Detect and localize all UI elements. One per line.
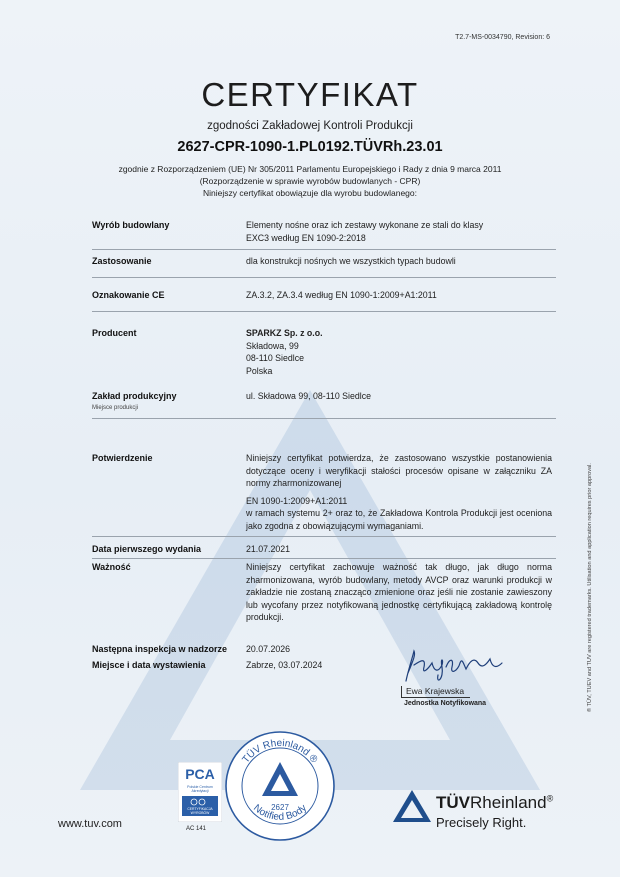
field-value: Zabrze, 03.07.2024 <box>246 660 323 670</box>
trademark-note: ® TÜV, TUEV and TUV are registered trademarks. Utilisation and application requires prior approval. <box>587 463 593 712</box>
divider <box>92 311 556 312</box>
signatory-name: Ewa Krajewska <box>401 686 470 698</box>
page-title: CERTYFIKAT <box>201 76 419 113</box>
legal-line: (Rozporządzenie w sprawie wyrobów budowlanych - CPR) <box>199 176 421 186</box>
tuv-triangle-logo-icon <box>392 789 432 823</box>
field-label: Zakład produkcyjny <box>92 391 177 401</box>
svg-text:TÜV Rheinland ®: TÜV Rheinland ® <box>240 737 320 766</box>
divider <box>92 558 556 559</box>
svg-text:CERTYFIKACJA: CERTYFIKACJA <box>187 807 213 811</box>
field-label: Data pierwszego wydania <box>92 544 202 554</box>
divider <box>92 536 556 537</box>
field-label: Zastosowanie <box>92 256 152 266</box>
brand-name-bold: TÜV <box>436 793 470 812</box>
field-label: Producent <box>92 328 137 338</box>
field-value <box>246 219 558 244</box>
svg-text:Akredytacji: Akredytacji <box>191 789 209 793</box>
manufacturer-country: Polska <box>246 365 273 376</box>
field-label: Potwierdzenie <box>92 453 153 463</box>
certificate-number: 2627-CPR-1090-1.PL0192.TÜVRh.23.01 <box>177 139 443 155</box>
svg-text:2627: 2627 <box>271 803 289 812</box>
field-value: ZA.3.2, ZA.3.4 według EN 1090-1:2009+A1:2011 <box>246 290 437 300</box>
svg-text:PCA: PCA <box>185 766 215 782</box>
legal-line: zgodnie z Rozporządzeniem (UE) Nr 305/2011 Parlamentu Europejskiego i Rady z dnia 9 marca 2011 <box>118 164 502 174</box>
svg-text:WYROBÓW: WYROBÓW <box>190 811 210 815</box>
svg-text:Polskie Centrum: Polskie Centrum <box>187 785 213 789</box>
field-value: Niniejszy certyfikat zachowuje ważność tak długo, jak długo norma zharmonizowana, wyrób budowlany, metody AVCP oraz warunki produkcji w zakładzie nie zostaną znacząco zmienione oraz jeśli nie zostanie zawieszony lub wycofany przez notyfikowaną jednostkę certyfikującą zakładową kontrolę produkcji. <box>246 562 552 622</box>
field-value: ul. Składowa 99, 08-110 Siedlce <box>246 391 372 401</box>
manufacturer-city: 08-110 Siedlce <box>246 353 305 363</box>
confirmation-text: Niniejszy certyfikat potwierdza, że zastosowano wszystkie postanowienia dotyczące oceny i weryfikacji stałości procesów opisane w załączniku ZA normy zharmonizowanej <box>246 453 552 488</box>
legal-line: Niniejszy certyfikat obowiązuje dla wyrobu budowlanego: <box>202 188 418 198</box>
footer-url[interactable]: www.tuv.com <box>58 818 122 830</box>
brand-registered-mark: ® <box>546 793 554 804</box>
confirmation-text: w ramach systemu 2+ oraz to, że Zakładowa Kontrola Produkcji jest oceniona jako zgodna z obowiązującymi wymaganiami. <box>246 508 552 531</box>
pca-code: AC 141 <box>186 826 207 832</box>
field-value <box>246 452 558 532</box>
svg-text:Notified Body: Notified Body <box>251 802 309 823</box>
brand-name-rest: Rheinland <box>470 793 547 812</box>
field-label: Oznakowanie CE <box>92 290 165 300</box>
field-value: 21.07.2021 <box>246 544 291 554</box>
field-sublabel: Miejsce produkcji <box>92 405 139 411</box>
divider <box>92 249 556 250</box>
brand-name <box>436 793 553 813</box>
document-reference: T2.7-MS-0034790, Revision: 6 <box>455 34 550 41</box>
divider <box>92 277 556 278</box>
field-label: Wyrób budowlany <box>92 220 170 230</box>
field-value: 20.07.2026 <box>246 644 291 654</box>
legal-basis <box>0 163 620 199</box>
product-value-line: EXC3 według EN 1090-2:2018 <box>246 232 366 243</box>
field-value: dla konstrukcji nośnych we wszystkich typach budowli <box>246 256 456 266</box>
brand-tagline: Precisely Right. <box>436 815 527 830</box>
field-label: Ważność <box>92 562 131 572</box>
page-subtitle: zgodności Zakładowej Kontroli Produkcji <box>207 120 413 132</box>
field-label: Miejsce i data wystawienia <box>92 660 206 670</box>
divider <box>92 418 556 419</box>
pca-accreditation-logo-icon <box>178 762 222 822</box>
product-value-line: Elementy nośne oraz ich zestawy wykonane ze stali do klasy <box>246 220 484 230</box>
field-label: Następna inspekcja w nadzorze <box>92 644 228 654</box>
manufacturer-street: Składowa, 99 <box>246 340 299 351</box>
confirmation-standard: EN 1090-1:2009+A1:2011 <box>246 495 348 506</box>
notified-body-seal-icon <box>224 730 336 842</box>
signatory-role: Jednostka Notyfikowana <box>404 700 487 707</box>
field-value <box>246 327 558 377</box>
manufacturer-name: SPARKZ Sp. z o.o. <box>246 328 323 338</box>
